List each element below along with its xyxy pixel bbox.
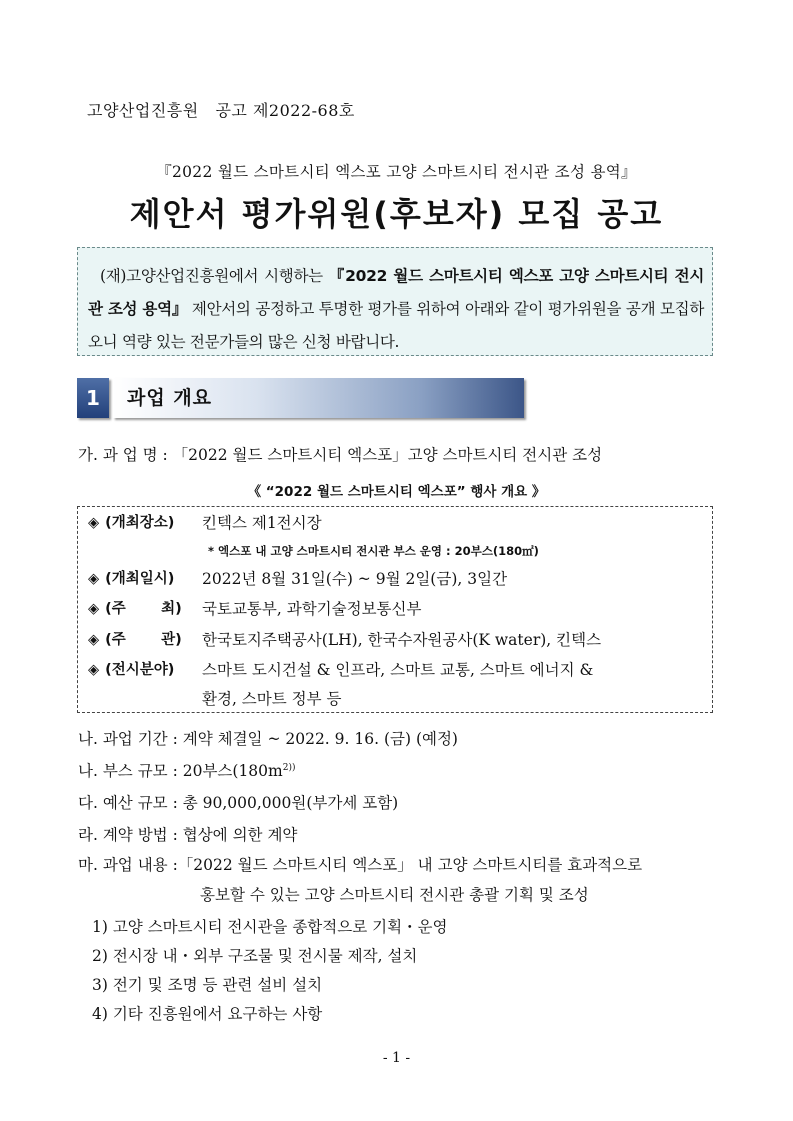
diamond-bullet-icon: ◈ [88,515,100,531]
diamond-bullet-icon: ◈ [88,662,100,678]
organizer-value: 한국토지주택공사(LH), 한국수자원공사(K water), 킨텍스 [202,631,602,649]
organizer-key: (주 관) [105,632,182,648]
diamond-bullet-icon: ◈ [88,601,100,617]
diamond-bullet-icon: ◈ [88,632,100,648]
budget-line: 다. 예산 규모 : 총 90,000,000원(부가세 포함) [78,794,399,812]
section-title-bar [113,378,524,418]
booth-text: 나. 부스 규모 : 20부스(180m [78,762,283,780]
field-value-line1: 스마트 도시건설 & 인프라, 스마트 교통, 스마트 에너지 & [202,661,594,679]
venue-value: 킨텍스 제1전시장 [202,514,322,532]
task-item: 3) 전기 및 조명 등 관련 설비 설치 [92,976,323,994]
section-number: 1 [77,378,109,418]
field-value-line2: 환경, 스마트 정부 등 [202,690,342,708]
notice-number: 고양산업진흥원 공고 제2022-68호 [87,101,355,120]
intro-box [77,247,713,356]
host-key: (주 최) [105,601,182,617]
event-caption: 《 “2022 월드 스마트시티 엑스포” 행사 개요 》 [247,484,546,500]
content-line-2: 홍보할 수 있는 고양 스마트시티 전시관 총괄 기획 및 조성 [200,886,589,904]
project-name-line: 가. 과 업 명 : 「2022 월드 스마트시티 엑스포」고양 스마트시티 전시관 조성 [78,446,603,464]
task-item: 1) 고양 스마트시티 전시관을 종합적으로 기획・운영 [92,918,448,936]
period-line: 나. 과업 기간 : 계약 체결일 ~ 2022. 9. 16. (금) (예정) [78,730,458,748]
intro-suffix: 제안서의 공정하고 투명한 평가를 위하여 아래와 같이 평가위원을 공개 모집하오니 역량 있는 전문가들의 많은 신청 바랍니다. [88,300,704,351]
venue-key: (개최장소) [105,515,175,531]
date-key: (개최일시) [105,571,175,587]
host-value: 국토교통부, 과학기술정보통신부 [202,600,422,618]
project-subtitle: 『2022 월드 스마트시티 엑스포 고양 스마트시티 전시관 조성 용역』 [156,163,637,181]
booth-superscript: 2)) [282,762,296,773]
contract-line: 라. 계약 방법 : 협상에 의한 계약 [78,826,298,844]
event-overview-box [77,506,713,713]
intro-project-name: 『2022 월드 스마트시티 엑스포 고양 스마트시티 전시관 조성 용역』 [88,267,704,318]
intro-prefix: (재)고양산업진흥원에서 시행하는 [100,267,329,285]
diamond-bullet-icon: ◈ [88,571,100,587]
page-number: - 1 - [382,1050,411,1066]
section-header [77,378,524,418]
date-value: 2022년 8월 31일(수) ~ 9월 2일(금), 3일간 [202,570,508,588]
task-item: 2) 전시장 내・외부 구조물 및 전시물 제작, 설치 [92,947,418,965]
venue-note: * 엑스포 내 고양 스마트시티 전시관 부스 운영 : 20부스(180㎡) [208,544,539,558]
booth-line [78,759,295,781]
task-item: 4) 기타 진흥원에서 요구하는 사항 [92,1005,323,1023]
section-title: 과업 개요 [127,387,213,409]
field-key: (전시분야) [105,662,175,678]
page-title: 제안서 평가위원(후보자) 모집 공고 [129,195,664,233]
content-line-1: 마. 과업 내용 :「2022 월드 스마트시티 엑스포」 내 고양 스마트시티를 효과적으로 [78,856,643,874]
